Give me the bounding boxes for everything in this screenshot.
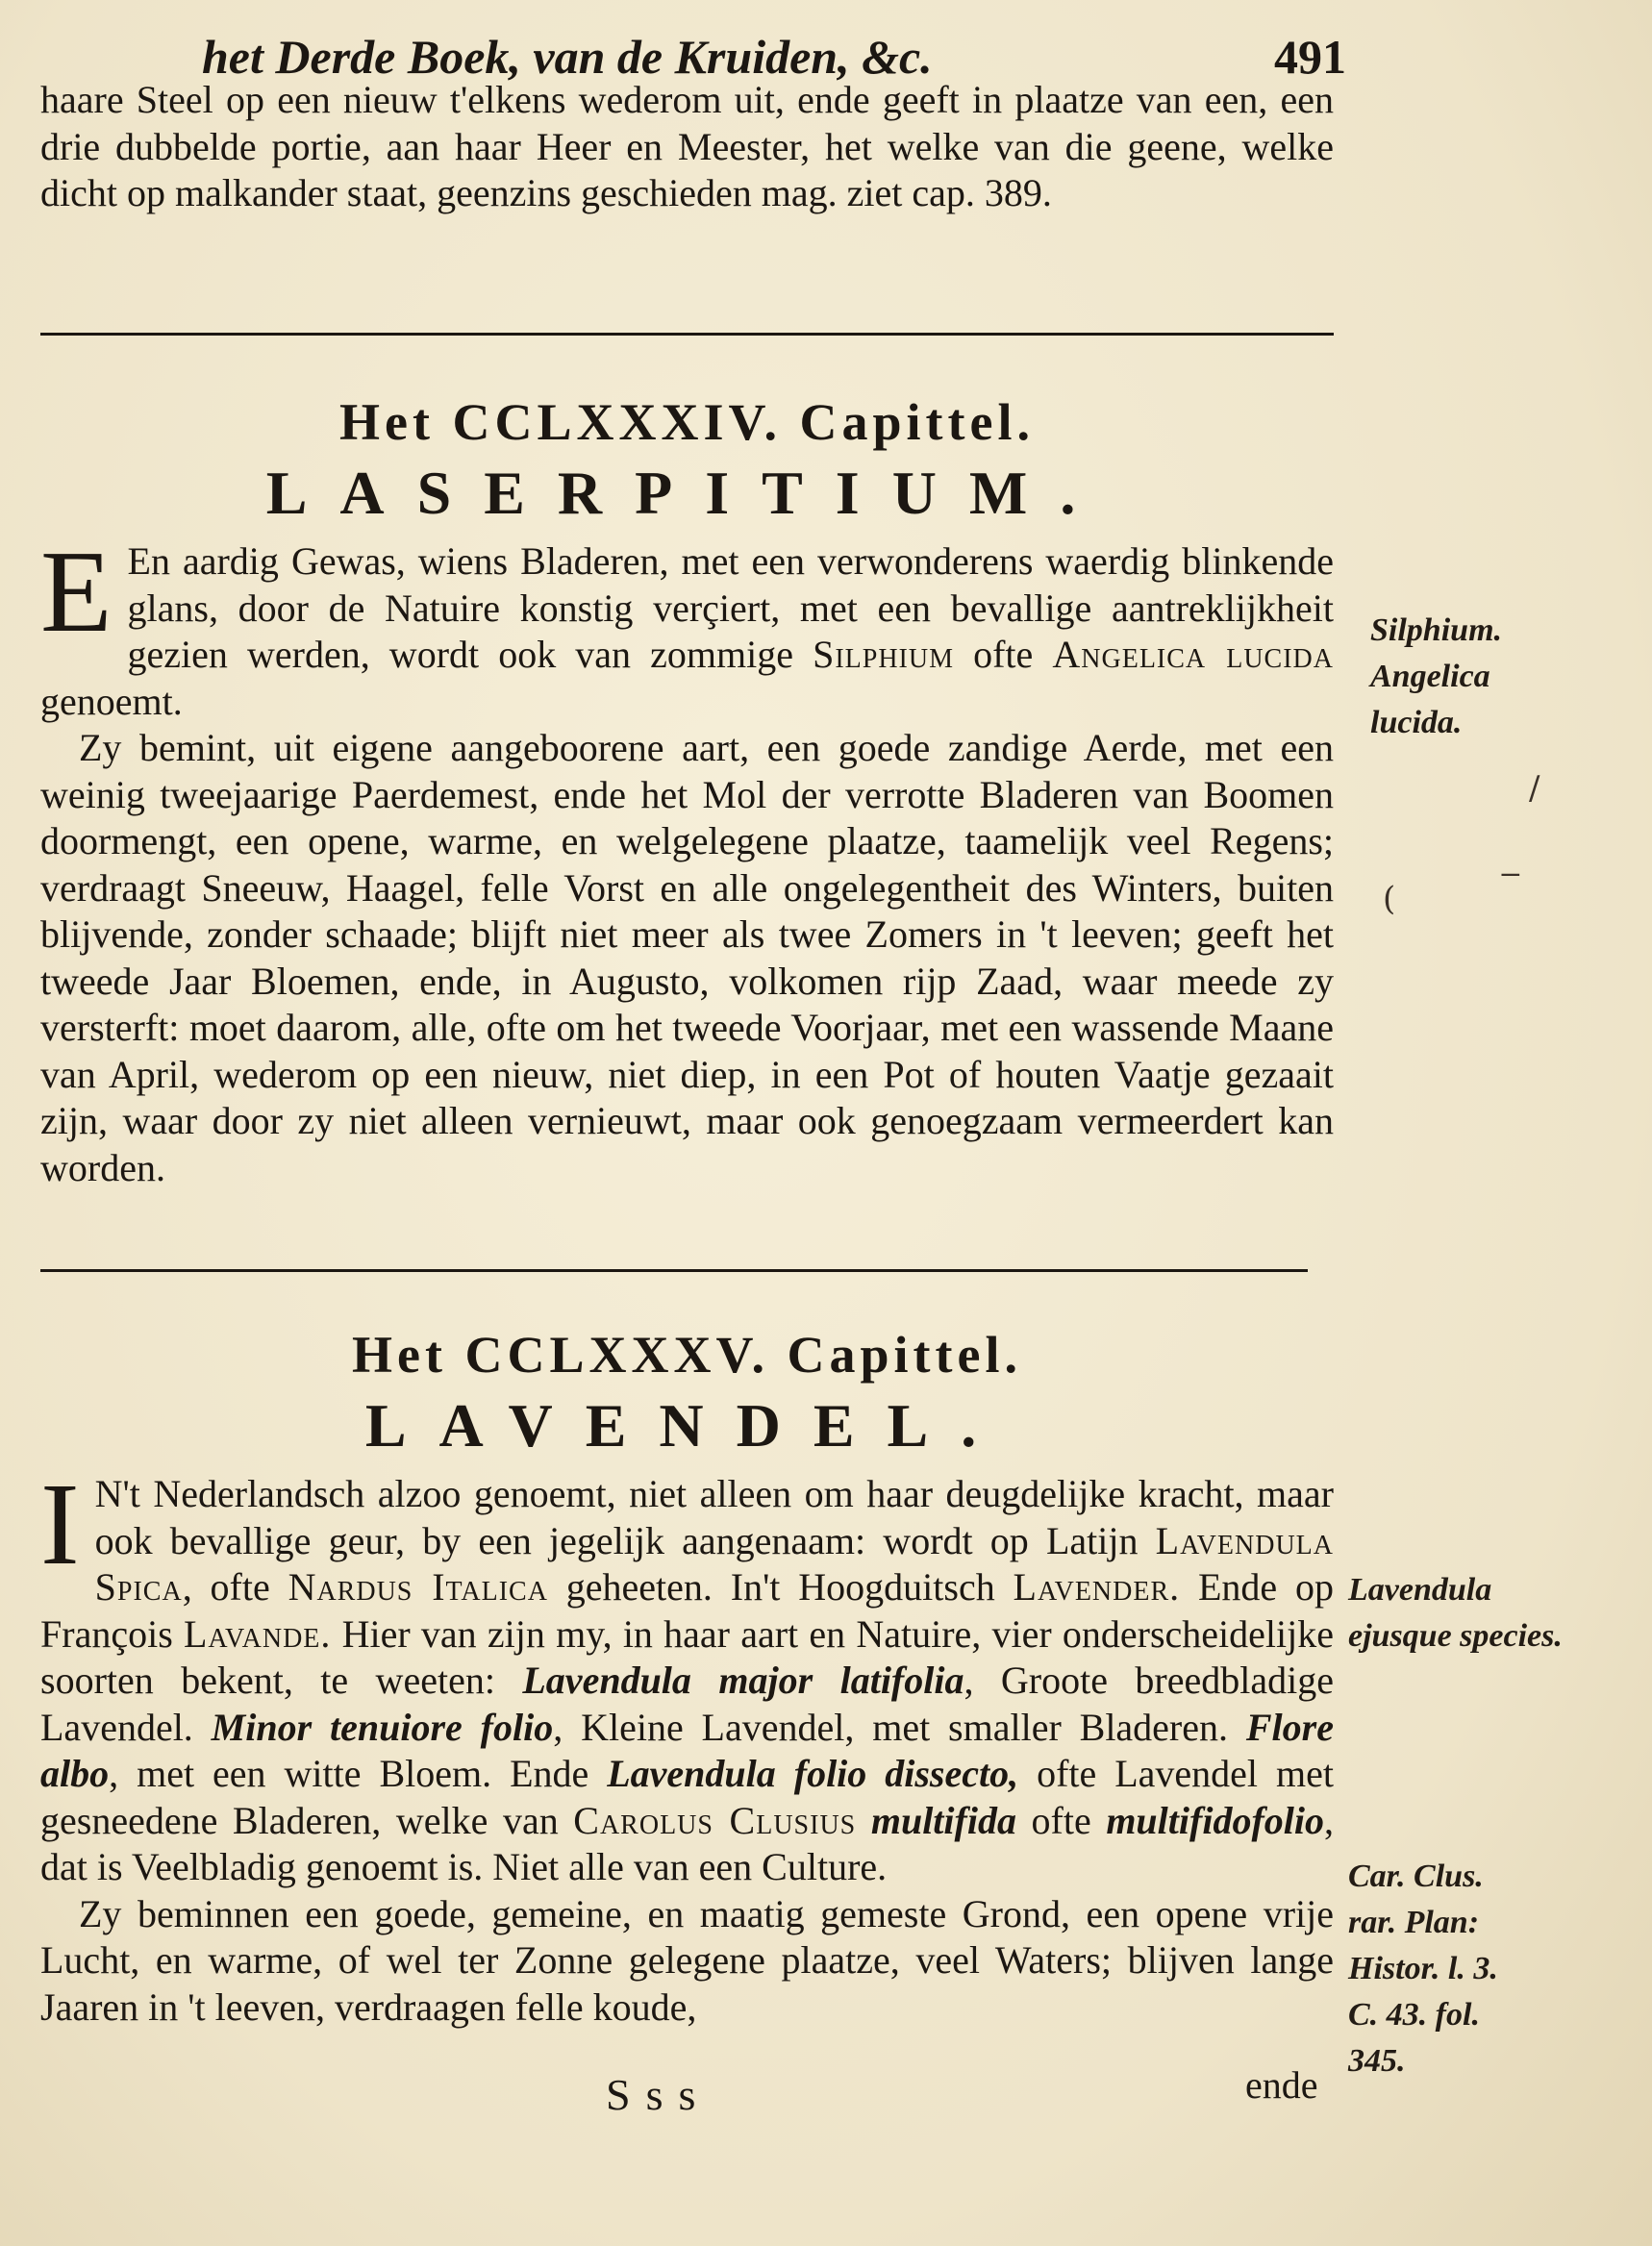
chapter-284-heading	[40, 392, 1334, 529]
section-divider-1	[40, 333, 1334, 336]
margin-note-line: Angelica	[1370, 659, 1490, 694]
latin-name: multifidofolio	[1106, 1798, 1324, 1842]
chapter-285-name: LAVENDEL.	[364, 1391, 1010, 1460]
text-run: ofte	[954, 633, 1053, 676]
text-run: , Kleine Lavendel, met smaller Bladeren.	[553, 1705, 1246, 1749]
ink-mark: /	[1529, 769, 1540, 808]
catchword: ende	[1245, 2063, 1318, 2107]
margin-note-lavendula	[1348, 1567, 1637, 1660]
section-divider-2	[40, 1269, 1308, 1272]
margin-note-line: lucida.	[1370, 705, 1463, 740]
text-run: genoemt.	[40, 679, 183, 723]
margin-note-silphium	[1370, 608, 1601, 746]
continuation-paragraph	[40, 77, 1334, 217]
continuation-text: haare Steel op een nieuw t'elkens wederom uit, ende geeft in plaatze van een, een drie dubbelde portie, aan haar Heer en Meester, het welke van die geene, welke dicht op malkander staat, geenzins geschieden mag. ziet cap. 389.	[40, 78, 1334, 214]
chapter-285-body	[40, 1460, 1335, 2031]
margin-note-line: Car. Clus.	[1348, 1859, 1484, 1894]
plant-name-lavender: Lavender.	[1013, 1565, 1181, 1609]
latin-name: multifida	[870, 1798, 1016, 1842]
dropcap-e: E	[40, 527, 113, 657]
chapter-284-paragraph-1	[40, 527, 1335, 725]
chapter-285-paragraph-2: Zy beminnen een goede, gemeine, en maatig gemeste Grond, een opene vrije Lucht, en warme, of wel ter Zonne gelegene plaatze, veel Waters; blijven lange Jaaren in 't leeven, verdraagen felle koude,	[40, 1891, 1334, 2029]
ink-mark: (	[1383, 880, 1396, 918]
latin-name: Lavendula major latifolia	[522, 1659, 964, 1702]
author-name-clusius: Carolus Clusius	[573, 1798, 857, 1842]
margin-note-line: Silphium.	[1370, 612, 1503, 648]
latin-name: Lavendula folio dissecto,	[607, 1752, 1019, 1795]
plant-name-lavande: Lavande.	[183, 1611, 332, 1656]
text-run: geheeten. In't Hoogduitsch	[547, 1565, 1014, 1609]
chapter-285-paragraph-1	[40, 1460, 1335, 1891]
plant-name-nardus: Nardus Italica	[288, 1565, 548, 1609]
latin-name: Minor tenuiore folio	[211, 1705, 554, 1749]
text-run: N't Nederlandsch alzoo genoemt, niet alleen om haar deugdelijke kracht, maar ook bevallige geur, by een jegelijk aangenaam: wordt op Latijn	[94, 1472, 1334, 1562]
running-head: het Derde Boek, van de Kruiden, &c.	[202, 30, 933, 84]
margin-note-line: rar. Plan:	[1348, 1905, 1480, 1940]
plant-name-angelica: Angelica lucida	[1052, 633, 1335, 676]
chapter-284-title: Het CCLXXXIV. Capittel.	[339, 393, 1035, 451]
text-run: , dat is Veelbladig genoemt is. Niet alle van een Culture.	[40, 1798, 1334, 1888]
ink-mark: ‒	[1500, 854, 1521, 892]
page-number: 491	[1274, 30, 1346, 84]
text-run: ofte Lavendel met gesneedene Bladeren, welke van	[40, 1752, 1334, 1842]
chapter-284-paragraph-2: Zy bemint, uit eigene aangeboorene aart, een goede zandige Aerde, met een weinig tweejaarige Paerdemest, ende het Mol der verrotte Bladeren van Boomen doormengt, een opene, warme, en welgelegene plaatze, taamelijk veel Regens; verdraagt Sneeuw, Haagel, felle Vorst en alle ongelegentheit des Winters, buiten blijvende, zonder schaade; blijft niet meer als twee Zomers in 't leeven; geeft het tweede Jaar Bloemen, ende, in Augusto, volkomen rijp Zaad, waar meede zy versterft: moet daarom, alle, ofte om het tweede Voorjaar, met een wassende Maane van April, wederom op een nieuw, niet diep, in een Pot of houten Vaatje gezaait zijn, waar door zy niet alleen vernieuwt, maar ook genoegzaam vermeerdert kan worden.	[40, 726, 1334, 1189]
signature-mark: Sss	[606, 2070, 712, 2119]
text-run: Hier van zijn my, in haar aart en Natuire, vier onderscheidelijke soorten bekent, te weeten:	[40, 1611, 1334, 1702]
margin-note-clusius	[1348, 1854, 1637, 2084]
plant-name-lavendula-spica: Lavendula Spica	[94, 1518, 1334, 1609]
plant-name-silphium: Silphium	[813, 633, 955, 676]
text-run: Ende op François	[40, 1565, 1335, 1656]
text-run: , Groote breedbladige Lavendel.	[40, 1659, 1334, 1749]
text-run: ofte	[1015, 1798, 1107, 1842]
margin-note-line: C. 43. fol.	[1348, 1997, 1480, 2033]
chapter-285-heading	[40, 1325, 1334, 1461]
margin-note-line: Lavendula	[1348, 1572, 1492, 1608]
text-run: , ofte	[182, 1565, 288, 1609]
text-run: , met een witte Bloem. Ende	[109, 1752, 608, 1795]
dropcap-i: I	[40, 1460, 80, 1589]
margin-note-line: ejusque species.	[1348, 1618, 1563, 1654]
chapter-284-name: LASERPITIUM.	[265, 459, 1109, 527]
text-run: En aardig Gewas, wiens Bladeren, met een verwonderens waerdig blinkende glans, door de Natuire konstig verçiert, met een bevallige aantreklijkheit gezien werden, wordt ook van zommige	[127, 539, 1334, 676]
chapter-284-body	[40, 527, 1335, 1191]
margin-note-line: Histor. l. 3.	[1348, 1951, 1498, 1986]
latin-name: Flore albo	[40, 1705, 1334, 1795]
chapter-285-title: Het CCLXXXV. Capittel.	[352, 1326, 1022, 1384]
margin-note-line: 345.	[1348, 2043, 1406, 2079]
